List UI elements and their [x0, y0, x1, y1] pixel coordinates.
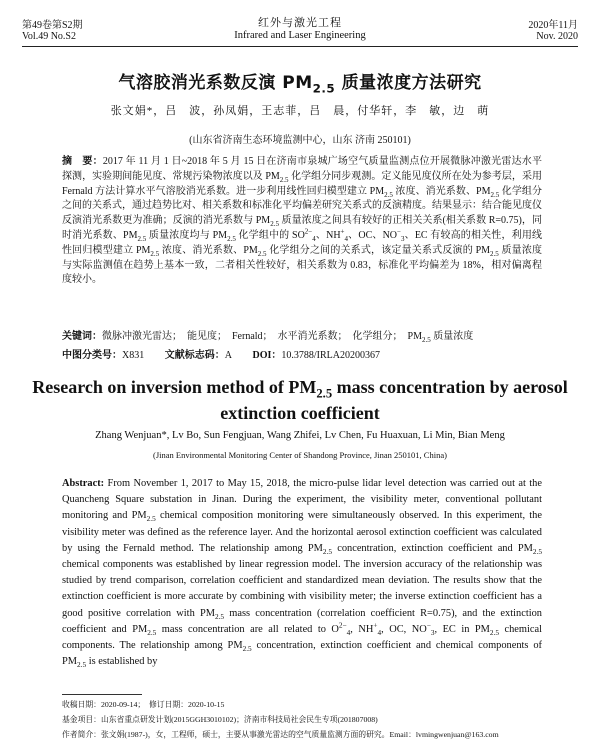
header-journal-en: Infrared and Laser Engineering: [234, 30, 366, 41]
header-date-en: Nov. 2020: [536, 31, 578, 42]
clc-number: X831: [122, 350, 145, 361]
title-en: Research on inversion method of $PM_{2.5}$ mass concentration by aerosol extinction coefficient: [32, 377, 568, 423]
title-cn: 气溶胶消光系数反演 $PM_{2.5}$ 质量浓度方法研究: [118, 73, 482, 96]
footnote-rule: [62, 694, 142, 695]
header-journal-cn: 红外与激光工程: [258, 17, 342, 29]
affiliation-cn: (山东省济南生态环境监测中心，山东 济南 250101): [189, 135, 411, 146]
abstract-label-en: Abstract:: [62, 478, 105, 489]
document-code: A: [224, 350, 232, 361]
affiliation-en: (Jinan Environmental Monitoring Center of Shandong Province, Jinan 250101, China): [153, 450, 447, 460]
abstract-label-cn: 摘 要：: [62, 156, 103, 167]
header-volume-cn: 第49卷第S2期: [22, 20, 83, 31]
doi-value[interactable]: 10.3788/IRLA20200367: [281, 350, 380, 361]
keywords-cn: 关键词：微脉冲激光雷达； 能见度； Fernald； 水平消光系数； 化学组分； $PM_{2.5}$ 质量浓度: [62, 331, 474, 344]
abstract-cn: 摘 要：2017 年 11 月 1 日~2018 年 5 月 15 日在济南市泉城广场空气质量监测点位开展微脉冲激光雷达水平探测，实验期间能见度、常规污染物浓度以及 $PM_{2.5}$ 化学组分同步观测。定义能见度仪所在处为参考层，采用 Fernald 方法计算水平气溶胶消光系数。进一步利用线性回归模型建立 $PM_{2.5}$ 浓度、消光系数、$PM_{2.5}$ 化学组分之间的关系式，通过趋势比对、相关系数和标准化平均偏差研究关系式的反演精度。结果显示：结合能见度仪反演消光系数更为准确；反演的消光系数与 $PM_{2.5}$ 质量浓度之间具有较好的正相关关系(相关系数 R=0.75)，同时消光系数、$PM_{2.5}$ 质量浓度均与 $PM_{2.5}$ 化学组中的 $SO^{2-}_4$、$NH^+_4$、OC、$NO^-_3$、EC 有较高的相关性，利用线性回归模型建立 $PM_{2.5}$ 浓度、消光系数、$PM_{2.5}$ 化学组分之间的关系式，该定量关系式反演的 $PM_{2.5}$ 质量浓度与实际监测值在趋势上基本一致，二者相关性较好，相关系数为 0.83，标准化平均偏差为 18%，相对偏离程度较小。: [62, 156, 543, 286]
authors-cn: 张文娟*，吕 波，孙凤娟，王志菲，吕 晨，付华轩，李 敏，边 萌: [110, 105, 490, 117]
footnote-author: 作者简介：张文娟(1987-)，女，工程师，硕士，主要从事激光雷达的空气质量监测方面的研究。Email：lvmingwenjuan@163.com: [62, 730, 499, 739]
header-volume-en: Vol.49 No.S2: [22, 31, 76, 42]
authors-en: Zhang Wenjuan*, Lv Bo, Sun Fengjuan, Wang Zhifei, Lv Chen, Fu Huaxuan, Li Min, Bian Meng: [95, 430, 505, 441]
classification-line: 中图分类号：X831 文献标志码：A DOI：10.3788/IRLA20200367: [62, 350, 380, 361]
header-rule: [22, 46, 578, 47]
footnote-fund: 基金项目：山东省重点研发计划(2015GGH3010102)；济南市科技局社会民生专项(201807008): [62, 715, 378, 724]
header-date-cn: 2020年11月: [528, 20, 578, 31]
abstract-en: Abstract: From November 1, 2017 to May 15, 2018, the micro-pulse lidar level detection was carried out at the Quancheng Square substation in Jinan. During the experiment, the visibility meter, conventional pollutant monitoring and $PM_{2.5}$ chemical composition monitoring were simultaneously observed. In this experiment, the visibility meter was defined as the reference layer. And the horizontal aerosol extinction coefficient was calculated by using the Fernald method. The relationship among $PM_{2.5}$ concentration, extinction coefficient and $PM_{2.5}$ chemical components was established by linear regression model. The inversion accuracy of the relationship was studied by trend comparison, correlation coefficient and standardized mean deviation. The results show that the extinction coefficient is more accurate by combining with visibility meter; the inverse extinction coefficient has a good positive correlation with $PM_{2.5}$ mass concentration (correlation coefficient R=0.75), and the extinction coefficient and $PM_{2.5}$ mass concentration are all related to $O^{2-}_4$, $NH^+_4$, OC, $NO^-_3$, EC in $PM_{2.5}$ chemical components. The relationship among $PM_{2.5}$ concentration, extinction coefficient and chemical components of $PM_{2.5}$ is established by: [62, 478, 542, 670]
footnote-received: 收稿日期：2020-09-14； 修订日期：2020-10-15: [62, 700, 225, 709]
